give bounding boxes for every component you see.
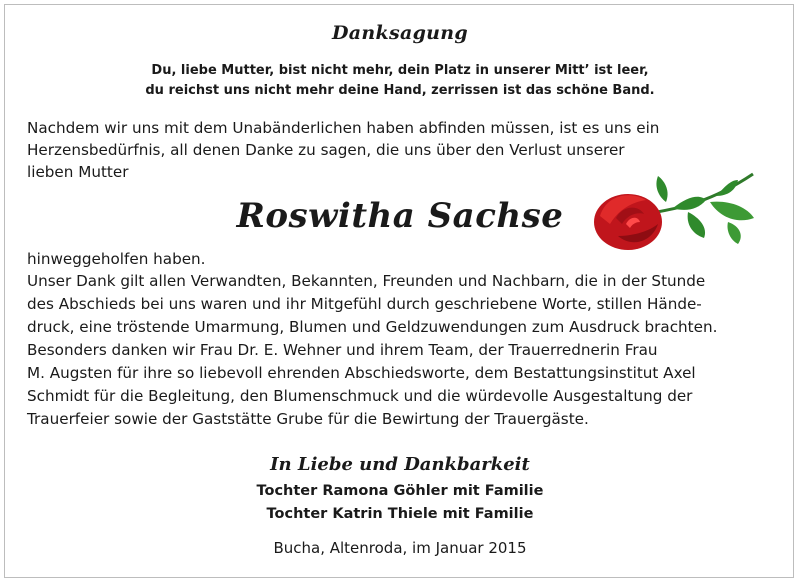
body-line-4: druck, eine tröstende Umarmung, Blumen und Geldzuwendungen zum Ausdruck brachten. (27, 318, 718, 336)
body-line-3: des Abschieds bei uns waren und ihr Mitgefühl durch geschriebene Worte, stillen Hände- (27, 295, 702, 313)
verse-line-1: Du, liebe Mutter, bist nicht mehr, dein Platz in unserer Mitt’ ist leer, (151, 63, 649, 78)
body-line-5: Besonders danken wir Frau Dr. E. Wehner und ihrem Team, der Trauerrednerin Frau (27, 341, 658, 359)
signature-line-2: Tochter Katrin Thiele mit Familie (266, 506, 534, 522)
body-line-7: Schmidt für die Begleitung, den Blumenschmuck und die würdevolle Ausgestaltung der (27, 387, 693, 405)
body-line-2: Unser Dank gilt allen Verwandten, Bekannten, Freunden und Nachbarn, die in der Stunde (27, 272, 706, 290)
body-line-6: M. Augsten für ihre so liebevoll ehrenden Abschiedsworte, dem Bestattungsinstitut Axel (27, 364, 696, 382)
verse-line-2: du reichst uns nicht mehr deine Hand, zerrissen ist das schöne Band. (145, 83, 655, 98)
intro-line-2: Herzensbedürfnis, all denen Danke zu sagen, die uns über den Verlust unserer (27, 141, 625, 159)
intro-line-1: Nachdem wir uns mit dem Unabänderlichen haben abfinden müssen, ist es uns ein (27, 119, 660, 137)
body-line-1: hinweggeholfen haben. (27, 250, 206, 268)
deceased-name: Roswitha Sachse (236, 196, 564, 236)
intro-line-3: lieben Mutter (27, 163, 129, 181)
notice-heading: Danksagung (332, 22, 468, 44)
signature-line-1: Tochter Ramona Göhler mit Familie (256, 483, 544, 499)
body-line-8: Trauerfeier sowie der Gaststätte Grube für die Bewirtung der Trauergäste. (27, 410, 589, 428)
closing-phrase: In Liebe und Dankbarkeit (270, 454, 530, 475)
red-rose-icon (588, 166, 788, 256)
place-date: Bucha, Altenroda, im Januar 2015 (273, 539, 527, 557)
